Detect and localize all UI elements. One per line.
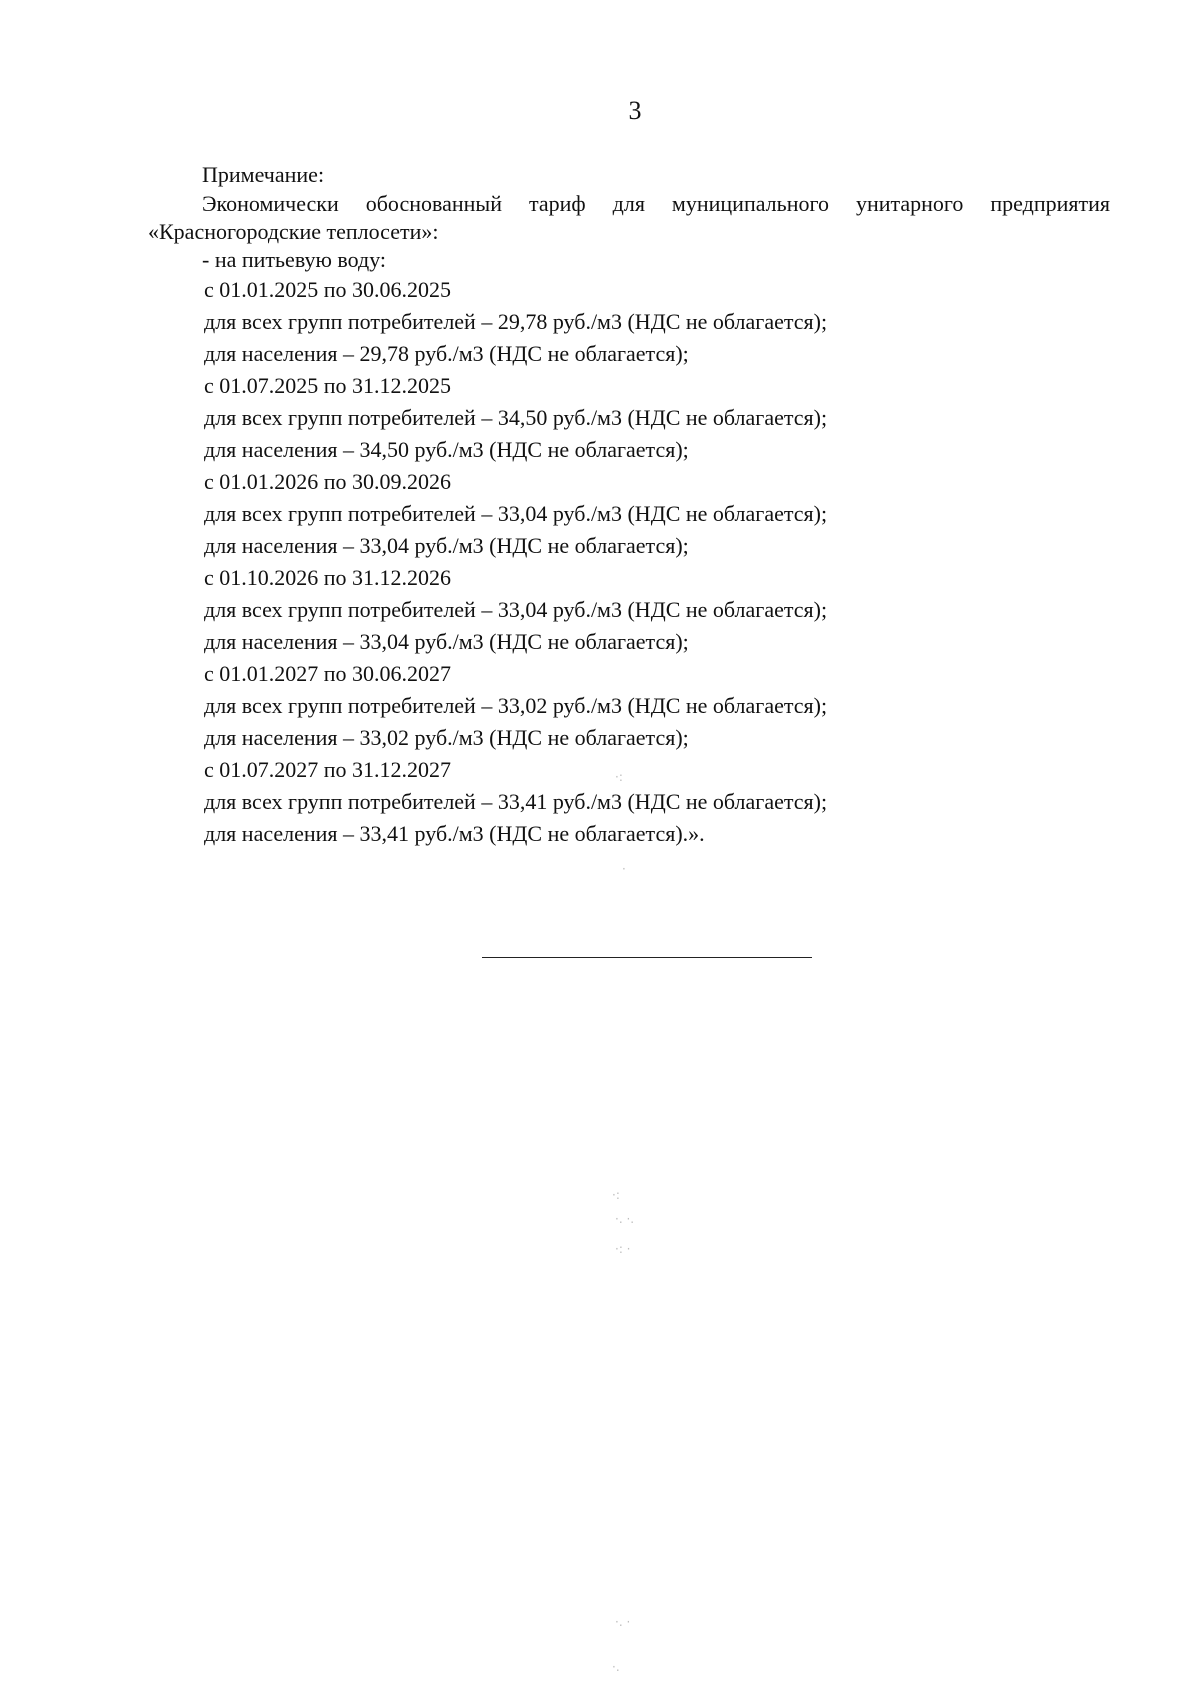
tariff-line: для всех групп потребителей – 29,78 руб./м3 (НДС не облагается); bbox=[204, 309, 828, 334]
scan-speck: ·. bbox=[612, 1660, 620, 1674]
tariff-line: для населения – 34,50 руб./м3 (НДС не облагается); bbox=[204, 437, 689, 462]
scan-speck: ·: · bbox=[615, 1242, 631, 1256]
tariff-line: для населения – 29,78 руб./м3 (НДС не облагается); bbox=[204, 341, 689, 366]
end-separator-line bbox=[482, 957, 812, 958]
scan-speck: · bbox=[622, 862, 626, 876]
period-line: с 01.01.2027 по 30.06.2027 bbox=[204, 661, 452, 686]
tariff-line: для населения – 33,04 руб./м3 (НДС не облагается); bbox=[204, 533, 689, 558]
scan-speck: ·: bbox=[615, 770, 623, 784]
period-line: с 01.07.2025 по 31.12.2025 bbox=[204, 373, 452, 398]
tariff-line: для населения – 33,02 руб./м3 (НДС не облагается); bbox=[204, 725, 689, 750]
tariff-list bbox=[204, 274, 1110, 850]
tariff-line: для населения – 33,04 руб./м3 (НДС не облагается); bbox=[204, 629, 689, 654]
tariff-line: для всех групп потребителей – 33,04 руб./м3 (НДС не облагается); bbox=[204, 501, 828, 526]
scan-speck: ·: bbox=[612, 1188, 620, 1202]
page-number: 3 bbox=[628, 96, 642, 125]
note-intro: Экономически обоснованный тариф для муниципального унитарного предприятия «Красногородские теплосети»: bbox=[148, 191, 1110, 244]
scan-speck: ·. ·. bbox=[615, 1212, 635, 1226]
period-line: с 01.01.2026 по 30.09.2026 bbox=[204, 469, 452, 494]
note-title: Примечание: bbox=[202, 162, 325, 187]
period-line: с 01.01.2025 по 30.06.2025 bbox=[204, 277, 452, 302]
period-line: с 01.07.2027 по 31.12.2027 bbox=[204, 757, 452, 782]
period-line: с 01.10.2026 по 31.12.2026 bbox=[204, 565, 452, 590]
tariff-line: для всех групп потребителей – 33,41 руб./м3 (НДС не облагается); bbox=[204, 789, 828, 814]
tariff-line: для всех групп потребителей – 33,04 руб./м3 (НДС не облагается); bbox=[204, 597, 828, 622]
tariff-line: для населения – 33,41 руб./м3 (НДС не облагается).». bbox=[204, 821, 705, 846]
scan-speck: ·. · bbox=[615, 1615, 631, 1629]
tariff-line: для всех групп потребителей – 33,02 руб./м3 (НДС не облагается); bbox=[204, 693, 828, 718]
note-subtitle: - на питьевую воду: bbox=[202, 247, 387, 272]
note-section bbox=[148, 160, 1110, 850]
tariff-line: для всех групп потребителей – 34,50 руб./м3 (НДС не облагается); bbox=[204, 405, 828, 430]
